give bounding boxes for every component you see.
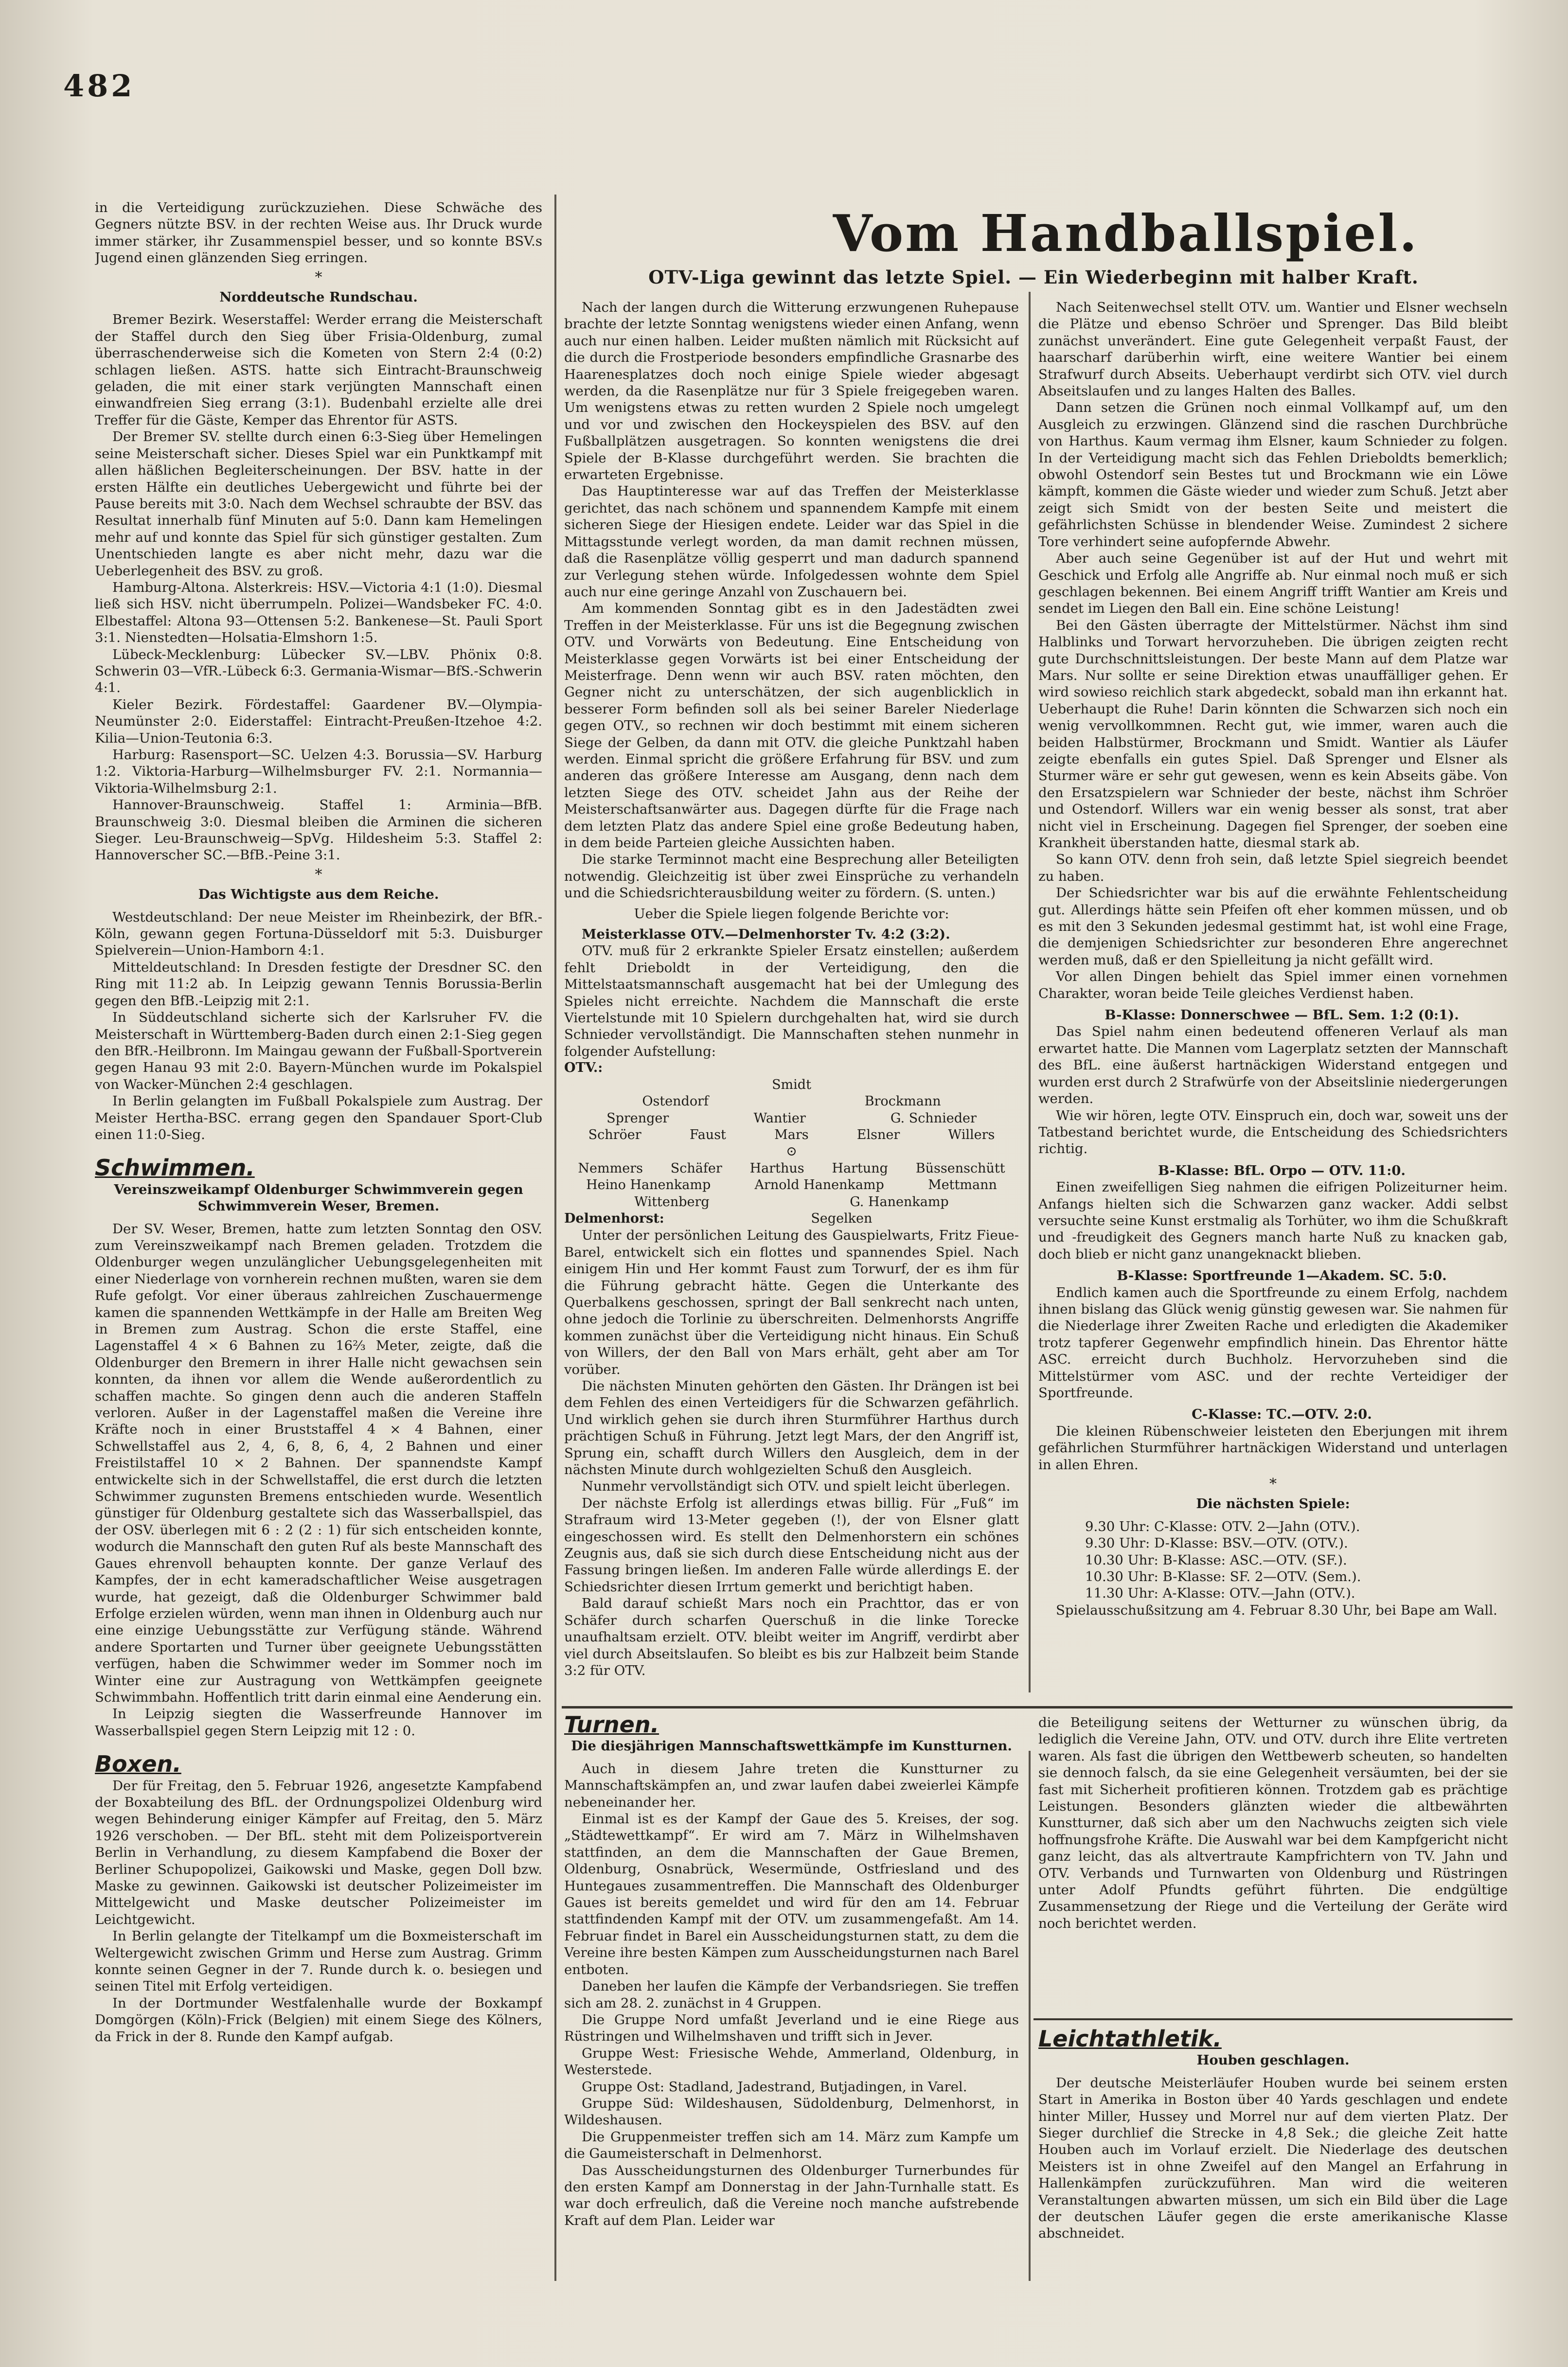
separator-star: * (315, 268, 322, 286)
paragraph: Ueber die Spiele liegen folgende Berichte vor: (634, 906, 949, 922)
paragraph: Nach Seitenwechsel stellt OTV. um. Wantier und Elsner wechseln die Plätze und ebenso Schröer und Sprenger. Das Bild bleibt zunächst unverändert. Eine gute Gelegenheit verpaßt Faust, der haarscharf darüberhin wirft, eine weitere Wantier bei einem Strafwurf durch Abseits. Ueberhaupt verdirbt sich OTV. viel durch Abseitslaufen und zu langes Halten des Balles. (1038, 300, 1508, 399)
schedule-item: 10.30 Uhr: B-Klasse: ASC.—OTV. (SF.). (1085, 1552, 1347, 1568)
paragraph: Das Ausscheidungsturnen des Oldenburger Turnerbundes für den ersten Kampf am Donnerstag in der Jahn-Turnhalle statt. Es war doch erfreulich, daß die Vereine noch manche aufstrebende Kraft auf dem Plan. Leider war (564, 2162, 1019, 2228)
player: G. Schnieder (890, 1110, 977, 1126)
schedule-title: Die nächsten Spiele: (1196, 1496, 1350, 1512)
player: Segelken (811, 1210, 873, 1226)
paragraph: Hamburg-Altona. Alsterkreis: HSV.—Victoria 4:1 (1:0). Diesmal ließ sich HSV. nicht überrumpeln. Polizei—Wandsbeker FC. 4:0. Elbestaffel: Altona 93—Ottensen 5:2. Bankenese—St. Pauli Sport 3:1. Nienstedten—Holsatia-Elmshorn 1:5. (95, 579, 542, 646)
match-title: B-Klasse: Donnerschwee — BfL. Sem. 1:2 (0:1). (1105, 1007, 1459, 1023)
paragraph: In Berlin gelangten im Fußball Pokalspiele zum Austrag. Der Meister Hertha-BSC. errang gegen den Spandauer Sport-Club einen 11:0-Sieg. (95, 1093, 542, 1142)
paragraph: Gruppe Ost: Stadland, Jadestrand, Butjadingen, in Varel. (582, 2079, 967, 2095)
team-label: Delmenhorst: (564, 1210, 664, 1226)
paragraph: Die Gruppenmeister treffen sich am 14. März zum Kampfe um die Gaumeisterschaft in Delmenhorst. (564, 2129, 1019, 2162)
section-subtitle: Houben geschlagen. (1196, 2052, 1350, 2068)
player: Heino Hanenkamp (586, 1177, 711, 1193)
paragraph: Wie wir hören, legte OTV. Einspruch ein, doch war, soweit uns der Tatbestand berichtet wurde, die Entscheidung des Schiedsrichters richtig. (1038, 1107, 1508, 1157)
schedule-item: 9.30 Uhr: C-Klasse: OTV. 2—Jahn (OTV.). (1085, 1518, 1360, 1534)
paragraph: Die starke Terminnot macht eine Besprechung aller Beteiligten notwendig. Gleichzeitig ist über zwei Einsprüche zu verhandeln und die Schiedsrichterausbildung weiter zu fördern. (S. unten.) (564, 852, 1019, 901)
player: G. Hanenkamp (850, 1194, 949, 1210)
section-heading-leichtathletik: Leichtathletik. (1038, 2026, 1222, 2052)
player: Schäfer (670, 1160, 722, 1176)
player: Nemmers (578, 1160, 643, 1176)
player: Ostendorf (642, 1094, 709, 1109)
match-title: Meisterklasse OTV.—Delmenhorster Tv. 4:2 (3:2). (582, 926, 950, 943)
separator-star: * (315, 866, 322, 883)
headline-title: Vom Handballspiel. (833, 203, 1419, 263)
player: Sprenger (606, 1110, 669, 1126)
player: Willers (948, 1127, 995, 1142)
paragraph: Die nächsten Minuten gehörten den Gästen. Ihr Drängen ist bei dem Fehlen des einen Verteidigers für die Schwarzen gefährlich. Und wirklich gehen sie durch ihren Sturmführer Harthus durch prächtigen Schuß in Führung. Jetzt legt Mars, der den Angriff ist, Sprung ein, schafft durch Willers den Ausgleich, dem in der nächsten Minute durch wohlgezielten Schuß den Ausgleich. (564, 1378, 1019, 1478)
paragraph: Endlich kamen auch die Sportfreunde zu einem Erfolg, nachdem ihnen bislang das Glück wenig günstig gewesen war. Sie nahmen für die Niederlage ihrer Zweiten Rache und erledigten die Akademiker trotz tapferer Gegenwehr empfindlich hinein. Das Ehrentor hätte ASC. erreicht durch Buchholz. Hervorzuheben sind die Mittelstürmer vom ASC. und der rechte Verteidiger der Sportfreunde. (1038, 1284, 1508, 1401)
paragraph: Vor allen Dingen behielt das Spiel immer einen vornehmen Charakter, woran beide Teile gleiches Verdienst haben. (1038, 969, 1508, 1001)
player: Wantier (753, 1110, 806, 1126)
paragraph: OTV. muß für 2 erkrankte Spieler Ersatz einstellen; außerdem fehlt Drieboldt in der Verteidigung, den die Mittelstaatsmannschaft ausgemacht hat bei der Umlegung des Spieles nicht erreichte. Nachdem die Mannschaft die erste Viertelstunde mit 10 Spielern durchgehalten hat, wird sie durch Schnieder vervollständigt. Die Mannschaften stehen nunmehr in folgender Aufstellung: (564, 943, 1019, 1059)
paragraph: Bremer Bezirk. Weserstaffel: Werder errang die Meisterschaft der Staffel durch den Sieg über Frisia-Oldenburg, zumal überraschenderweise sich die Kometen von Stern 2:4 (0:2) schlagen ließen. ASTS. hatte sich Eintracht-Braunschweig geladen, die mit einer stark verjüngten Mannschaft einen einwandfreien Sieg errang (3:1). Budenbahl erzielte alle drei Treffer für die Gäste, Kemper das Ehrentor für ASTS. (95, 312, 542, 428)
section-subtitle: Vereinszweikampf Oldenburger Schwimmverein gegen Schwimmverein Weser, Bremen. (114, 1181, 523, 1214)
paragraph: Der SV. Weser, Bremen, hatte zum letzten Sonntag den OSV. zum Vereinszweikampf nach Bremen geladen. Trotzdem die Oldenburger wegen unzulänglicher Uebungsgelegenheiten mit einer Niederlage von vornherein rechnen mußten, waren sie dem Rufe gefolgt. Vor einer überaus zahlreichen Zuschauermenge kamen die spannenden Wettkämpfe in der Halle am Breiten Weg in Bremen zum Austrag. Schon die erste Staffel, eine Lagenstaffel 4 × 6 Bahnen zu 16⅔ Meter, zeigte, daß die Oldenburger den Bremern in ihrer Halle nicht gewachsen sein konnten, da ihnen vor allem die Wende außerordentlich zu schaffen machte. So gingen denn auch die anderen Staffeln verloren. Außer in der Lagenstaffel maßen die Vereine ihre Kräfte noch in einer Bruststaffel 4 × 4 Bahnen, einer Schwellstaffel aus 2, 4, 6, 8, 6, 4, 2 Bahnen und einer Freistilstaffel 10 × 2 Bahnen. Der spannendste Kampf entwickelte sich in der Schwellstaffel, die erst durch die letzten Schwimmer zugunsten Bremens entschieden wurde. Wesentlich günstiger für Oldenburg gestaltete sich das Wasserballspiel, das der OSV. überlegen mit 6 : 2 (2 : 1) für sich entscheiden konnte, wodurch die Mannschaft den guten Ruf als beste Mannschaft des Gaues ehrenvoll behaupten konnte. Der ganze Verlauf des Kampfes, der in echt kameradschaftlicher Weise ausgetragen wurde, hat gezeigt, daß die Oldenburger Schwimmer bald Erfolge erzielen würden, wenn man ihnen in Oldenburg auch nur eine einzige Uebungsstätte zur Verfügung stände. Während andere Sportarten und Turner über geeignete Uebungsstätten verfügen, haben die Schwimmer weder im Sommer noch im Winter eine zur Austragung von Wettkämpfen geeignete Schwimmbahn. Hoffentlich tritt darin einmal eine Aenderung ein. (95, 1221, 542, 1705)
player: Mettmann (928, 1177, 997, 1193)
section-heading-schwimmen: Schwimmen. (95, 1155, 255, 1181)
column-middle (564, 299, 1019, 1700)
paragraph: Aber auch seine Gegenüber ist auf der Hut und wehrt mit Geschick und Erfolg alle Angriffe ab. Nur einmal noch muß er sich geschlagen bekennen. Bei einem Angriff trifft Wantier am Kreis und sendet im Liegen den Ball ein. Eine schöne Leistung! (1038, 551, 1508, 617)
paragraph: Gruppe Süd: Wildeshausen, Südoldenburg, Delmenhorst, in Wildeshausen. (564, 2095, 1019, 2128)
paragraph: Der Bremer SV. stellte durch einen 6:3-Sieg über Hemelingen seine Meisterschaft sicher. Dieses Spiel war ein Punktkampf mit allen häßlichen Begleiterscheinungen. Der BSV. hatte in der ersten Hälfte ein deutliches Uebergewicht und führte bei der Pause bereits mit 3:0. Nach dem Wechsel schraubte der BSV. das Resultat innerhalb fünf Minuten auf 5:0. Dann kam Hemelingen mehr auf und konnte das Spiel für sich günstiger gestalten. Zum Unentschieden langte es aber nicht mehr, dazu war die Ueberlegenheit des BSV. zu groß. (95, 429, 542, 579)
paragraph: Einen zweifelligen Sieg nahmen die eifrigen Polizeiturner heim. Anfangs hielten sich die Schwarzen ganz wacker. Addi selbst versuchte seine Kunst erstmalig als Torhüter, wo ihm die Schußkraft und -freudigkeit des Gegners manch harte Nuß zu knacken gab, doch blieb er nicht ganz unangeknackt blieben. (1038, 1179, 1508, 1262)
paragraph: Der deutsche Meisterläufer Houben wurde bei seinem ersten Start in Amerika in Boston über 40 Yards geschlagen und endete hinter Miller, Hussey und Morrel nur auf dem vierten Platz. Der Sieger durchlief die Strecke in 4,8 Sek.; die gleiche Zeit hatte Houben auch im Vorlauf erzielt. Die Niederlage des deutschen Meisters ist in ohne Zweifel auf den Mangel an Erfahrung in Hallenkämpfen zurückzuführen. Man wird die weiteren Veranstaltungen abwarten müssen, um sich ein Bild über die Lage der deutschen Läufer gegen die erste amerikanische Klasse abschneidet. (1038, 2075, 1508, 2242)
paragraph: Hannover-Braunschweig. Staffel 1: Arminia—BfB. Braunschweig 3:0. Diesmal bleiben die Arminen die sicheren Sieger. Leu-Braunschweig—SpVg. Hildesheim 5:3. Staffel 2: Hannoverscher SC.—BfB.-Peine 3:1. (95, 797, 542, 863)
paragraph: Westdeutschland: Der neue Meister im Rheinbezirk, der BfR.-Köln, gewann gegen Fortuna-Düsseldorf mit 5:3. Duisburger Spielverein—Union-Hamborn 4:1. (95, 909, 542, 959)
paragraph: Nach der langen durch die Witterung erzwungenen Ruhepause brachte der letzte Sonntag wenigstens wieder einen Anfang, wenn auch nur einen halben. Leider mußten nämlich mit Rücksicht auf die durch die Frostperiode besonders empfindliche Grasnarbe des Haarenesplatzes doch noch einige Spiele wieder abgesagt werden, da die Rasenplätze nur für 3 Spiele freigegeben waren. Um wenigstens etwas zu retten wurden 2 Spiele noch umgelegt und vor und zwischen den Hockeyspielen des BSV. auf den Fußballplätzen ausgetragen. So konnten wenigstens die drei Spiele der B-Klasse durchgeführt werden. Sie brachten die erwarteten Ergebnisse. (564, 300, 1019, 483)
paragraph: Dann setzen die Grünen noch einmal Vollkampf auf, um den Ausgleich zu erzwingen. Glänzend sind die raschen Durchbrüche von Harthus. Kaum vermag ihm Elsner, kaum Schnieder zu folgen. In der Verteidigung macht sich das Fehlen Drieboldts bemerklich; obwohl Ostendorf sein Bestes tut und Brockmann wie ein Löwe kämpft, kommen die Gäste wieder und wieder zum Schuß. Jetzt aber zeigt sich Smidt von der besten Seite und meistert die gefährlichsten Schüsse in blendender Weise. Zumindest 2 sichere Tore verhindert seine aufopfernde Abwehr. (1038, 400, 1508, 550)
match-title: B-Klasse: BfL. Orpo — OTV. 11:0. (1158, 1162, 1406, 1178)
headline-subtitle: OTV-Liga gewinnt das letzte Spiel. — Ein Wiederbeginn mit halber Kraft. (648, 267, 1419, 288)
player: Schröer (588, 1127, 641, 1142)
paragraph: Harburg: Rasensport—SC. Uelzen 4:3. Borussia—SV. Harburg 1:2. Viktoria-Harburg—Wilhelmsburger FV. 2:1. Normannia—Viktoria-Wilhelmsburg 2:1. (95, 747, 542, 796)
paragraph: die Beteiligung seitens der Wetturner zu wünschen übrig, da lediglich die Vereine Jahn, OTV. und OTV. durch ihre Elite vertreten waren. Als fast die übrigen den Wettbewerb scheuten, so handelten sie dennoch falsch, da sie eine Gelegenheit versäumten, bei der sie fast mit Sicherheit profitieren können. Trotzdem gab es prächtige Leistungen. Besonders glänzten wieder die altbewährten Kunstturner, daß sich aber um den Nachwuchs zeigten sich viele hoffnungsfrohe Kräfte. Die Auswahl war bei dem Kampfgericht nicht ganz leicht, das als altvertraute Kampfrichtern von TV. Jahn und OTV. Verbands und Turnwarten von Oldenburg und Rüstringen unter Adolf Pfundts geführt führten. Die endgültige Zusammensetzung der Riege und die Verteilung der Geräte wird noch berichtet werden. (1038, 1715, 1508, 1931)
paragraph: Am kommenden Sonntag gibt es in den Jadestädten zwei Treffen in der Meisterklasse. Für uns ist die Begegnung zwischen OTV. und Vorwärts von Bedeutung. Eine Entscheidung von Meisterklasse gegen Vorwärts ist bei einer Entscheidung der Meisterfrage. Denn wenn wir auch BSV. raten möchten, den Gegner nicht zu unterschätzen, der sich augenblicklich in besserer Form befinden soll als bei seiner Bareler Niederlage gegen OTV., so rechnen wir doch bestimmt mit einem sicheren Siege der Gelben, da dann mit OTV. die gleiche Punktzahl haben werden. Einmal spricht die größere Erfahrung für BSV. und zum anderen das größere Interesse am Ausgang, denn nach dem letzten Siege des OTV. scheidet Jahn aus der Reihe der Meisterschaftsanwärter aus. Dagegen dürfte für die Frage nach dem letzten Platz das andere Spiel eine große Bedeutung haben, in dem beide Parteien gleiche Aussichten haben. (564, 601, 1019, 851)
paragraph: Der nächste Erfolg ist allerdings etwas billig. Für „Fuß“ im Strafraum wird 13-Meter gegeben (!), der von Elsner glatt eingeschossen wird. Es stellt den Delmenhorstern ein schönes Zeugnis aus, daß sie sich durch diese Entscheidung nicht aus der Fassung bringen ließen. Im anderen Falle würde allerdings E. der Schiedsrichter diesen Irrtum gemerkt und berichtigt haben. (564, 1495, 1019, 1595)
paragraph: Mitteldeutschland: In Dresden festigte der Dresdner SC. den Ring mit 11:2 ab. In Leipzig gewann Tennis Borussia-Berlin gegen den BfB.-Leipzig mit 2:1. (95, 959, 542, 1009)
paragraph: In Berlin gelangte der Titelkampf um die Boxmeisterschaft im Weltergewicht zwischen Grimm und Herse zum Austrag. Grimm konnte seinen Gegner in der 7. Runde durch k. o. besiegen und seinen Titel mit Erfolg verteidigen. (95, 1928, 542, 1994)
section-rule (1033, 2018, 1513, 2020)
column-rule (1029, 1751, 1031, 2281)
paragraph: Auch in diesem Jahre treten die Kunstturner zu Mannschaftskämpfen an, und zwar laufen dabei zweierlei Kämpfe nebeneinander her. (564, 1761, 1019, 1810)
paragraph: Nunmehr vervollständigt sich OTV. und spielt leicht überlegen. (582, 1478, 1011, 1495)
player: Büssenschütt (915, 1160, 1005, 1176)
paragraph: Kieler Bezirk. Fördestaffel: Gaardener BV.—Olympia-Neumünster 2:0. Eiderstaffel: Eintracht-Preußen-Itzehoe 4:2. Kilia—Union-Teutonia 6:3. (95, 696, 542, 746)
schedule-item: 9.30 Uhr: D-Klasse: BSV.—OTV. (OTV.). (1085, 1535, 1348, 1551)
page-number: 482 (63, 68, 135, 104)
paragraph: Daneben her laufen die Kämpfe der Verbandsriegen. Sie treffen sich am 28. 2. zunächst in 4 Gruppen. (564, 1978, 1019, 2011)
paragraph: Bald darauf schießt Mars noch ein Prachttor, das er von Schäfer durch scharfen Querschuß in die linke Torecke unaufhaltsam erzielt. OTV. bleibt weiter im Angriff, verdirbt aber viel durch Abseitslaufen. So bleibt es bis zur Halbzeit beim Stande 3:2 für OTV. (564, 1596, 1019, 1678)
player: Faust (689, 1127, 726, 1142)
section-subtitle: Norddeutsche Rundschau. (219, 289, 418, 305)
match-title: B-Klasse: Sportfreunde 1—Akadem. SC. 5:0. (1117, 1268, 1447, 1284)
paragraph: Das Hauptinteresse war auf das Treffen der Meisterklasse gerichtet, das nach schönem und spannendem Kampfe mit einem sicheren Siege der Hiesigen endete. Leider war das Spiel in die Mittagsstunde verlegt worden, da man damit rechnen müssen, daß die Rasenplätze völlig gesperrt und man dadurch spannend zur Verlegung stehen würde. Infolgedessen wohnte dem Spiel auch nur eine geringe Anzahl von Zuschauern bei. (564, 483, 1019, 600)
turnen-continued (1038, 1714, 1508, 2013)
column-rule (1029, 292, 1031, 1692)
paragraph: In Süddeutschland sicherte sich der Karlsruher FV. die Meisterschaft in Württemberg-Baden durch einen 2:1-Sieg gegen den BfR.-Heilbronn. Im Maingau gewann der Fußball-Sportverein gegen Hanau 93 mit 2:0. Bayern-München wurde im Pokalspiel von Wacker-München 2:4 geschlagen. (95, 1010, 542, 1092)
section-rule (562, 1706, 1513, 1709)
team-lineup (564, 1060, 1019, 1227)
section-heading-turnen: Turnen. (564, 1714, 659, 1738)
paragraph: Lübeck-Mecklenburg: Lübecker SV.—LBV. Phönix 0:8. Schwerin 03—VfR.-Lübeck 6:3. Germania-Wismar—BfS.-Schwerin 4:1. (95, 646, 542, 696)
paragraph: Bei den Gästen überragte der Mittelstürmer. Nächst ihm sind Halblinks und Torwart hervorzuheben. Die übrigen zeigten recht gute Durchschnittsleistungen. Der beste Mann auf dem Platze war Mars. Nur sollte er seine Direktion etwas unauffälliger gehen. Er wird sowieso reichlich stark abgedeckt, sobald man ihn erkannt hat. Ueberhaupt die Ruhe! Darin könnten die Schwarzen sich noch ein wenig vervollkommnen. Recht gut, wie immer, waren auch die beiden Halbstürmer, Brockmann und Smidt. Wantier als Läufer zeigte ebenfalls ein gutes Spiel. Daß Sprenger und Elsner als Sturmer wäre er sehr gut gewesen, wenn es kein Abseits gäbe. Von den Ersatzspielern war Schnieder der beste, nächst ihm Schröer und Ostendorf. Willers war ein wenig besser als sonst, trat aber nicht viel in Erscheinung. Dagegen fiel Sprenger, der soeben eine Krankheit überstanden hatte, diesmal stark ab. (1038, 617, 1508, 851)
leichtathletik-section (1038, 2026, 1508, 2283)
ball-icon: ⊙ (786, 1144, 797, 1159)
schedule-item: 11.30 Uhr: A-Klasse: OTV.—Jahn (OTV.). (1085, 1585, 1355, 1602)
paragraph: Gruppe West: Friesische Wehde, Ammerland, Oldenburg, in Westerstede. (564, 2045, 1019, 2078)
paragraph: In der Dortmunder Westfalenhalle wurde der Boxkampf Domgörgen (Köln)-Frick (Belgien) mit einem Siege des Kölners, da Frick in der 8. Runde den Kampf aufgab. (95, 1995, 542, 2045)
section-subtitle: Die diesjährigen Mannschaftswettkämpfe im Kunstturnen. (571, 1738, 1012, 1754)
paragraph: Einmal ist es der Kampf der Gaue des 5. Kreises, der sog. „Städtewettkampf“. Er wird am 7. März in Wilhelmshaven stattfinden, an dem die Mannschaften der Gaue Bremen, Oldenburg, Osnabrück, Wesermünde, Ostfriesland und des Huntegaues zusammentreffen. Die Mannschaft des Oldenburger Gaues ist bereits gemeldet und wird für den am 14. Februar stattfindenden Kampf mit der OTV. um zusammengefaßt. Am 14. Februar findet in Barel ein Ausscheidungsturnen statt, zu dem die Vereine ihre besten Kämpen zum Ausscheidungsturnen nach Barel entboten. (564, 1811, 1019, 1977)
paragraph: Der für Freitag, den 5. Februar 1926, angesetzte Kampfabend der Boxabteilung des BfL. der Ordnungspolizei Oldenburg wird wegen Behinderung einiger Kämpfer auf Freitag, den 5. März 1926 verschoben. — Der BfL. steht mit dem Polizeisportverein Berlin in Verhandlung, zu diesem Kampfabend die Boxer der Berliner Schupopolizei, Gaikowski und Maske, gegen Doll bzw. Maske zu gewinnen. Gaikowski ist deutscher Polizeimeister im Mittelgewicht und Maske deutscher Polizeimeister im Leichtgewicht. (95, 1778, 542, 1927)
player: Smidt (772, 1077, 811, 1092)
player: Brockmann (864, 1094, 941, 1109)
paragraph: Der Schiedsrichter war bis auf die erwähnte Fehlentscheidung gut. Allerdings hätte sein Pfeifen oft eher kommen müssen, und ob es mit den 3 Sekunden jedesmal gestimmt hat, ist wohl eine Frage, die demjenigen Schiedsrichter zur besonderen Ehre angerechnet werden muß, daß er den Spielleitung ja nicht gefällt wird. (1038, 885, 1508, 968)
schedule-item: 10.30 Uhr: B-Klasse: SF. 2—OTV. (Sem.). (1085, 1569, 1361, 1585)
player: Wittenberg (634, 1194, 710, 1210)
player: Elsner (856, 1127, 900, 1142)
turnen-section (564, 1714, 1019, 2283)
paragraph: Spielausschußsitzung am 4. Februar 8.30 Uhr, bei Bape am Wall. (1056, 1602, 1497, 1618)
match-title: C-Klasse: TC.—OTV. 2:0. (1192, 1406, 1372, 1423)
separator-star: * (1269, 1476, 1277, 1493)
paragraph: Die Gruppe Nord umfaßt Jeverland und ie eine Riege aus Rüstringen und Wilhelmshaven und trifft sich in Jever. (564, 2011, 1019, 2045)
team-label: OTV.: (564, 1060, 603, 1076)
section-heading-boxen: Boxen. (95, 1751, 181, 1778)
paragraph: In Leipzig siegten die Wasserfreunde Hannover im Wasserballspiel gegen Stern Leipzig mit 12 : 0. (95, 1706, 542, 1739)
paragraph: Das Spiel nahm einen bedeutend offeneren Verlauf als man erwartet hatte. Die Mannen vom Lagerplatz setzten der Mannschaft des BfL. eine äußerst hartnäckigen Widerstand entgegen und wurden erst durch 2 Strafwürfe von der Abseitslinie niedergerungen werden. (1038, 1024, 1508, 1107)
player: Harthus (749, 1160, 804, 1176)
paragraph: Die kleinen Rübenschweier leisteten den Eberjungen mit ihrem gefährlichen Sturmführer hartnäckigen Widerstand und unterlagen in allen Ehren. (1038, 1423, 1508, 1473)
column-rule (554, 195, 556, 2281)
player: Arnold Hanenkamp (754, 1177, 884, 1193)
section-subtitle: Das Wichtigste aus dem Reiche. (198, 887, 439, 903)
player: Mars (774, 1127, 809, 1142)
paragraph: So kann OTV. denn froh sein, daß letzte Spiel siegreich beendet zu haben. (1038, 852, 1508, 884)
column-left (95, 199, 542, 2281)
column-right (1038, 299, 1508, 1700)
intro-paragraph: in die Verteidigung zurückzuziehen. Diese Schwäche des Gegners nützte BSV. in der rechten Weise aus. Ihr Druck wurde immer stärker, ihr Zusammenspiel besser, und so konnte BSV.s Jugend einen glänzenden Sieg erringen. (95, 200, 542, 266)
paragraph: Unter der persönlichen Leitung des Gauspielwarts, Fritz Fieue-Barel, entwickelt sich ein flottes und spannendes Spiel. Nach einigem Hin und Her kommt Faust zum Torwurf, der es ihm für die Führung gebracht hätte. Gegen die Unterkante des Querbalkens geschossen, springt der Ball senkrecht nach unten, ohne jedoch die Torlinie zu überschreiten. Delmenhorsts Angriffe kommen zunächst über die Verteidigung nicht hinaus. Ein Schuß von Willers, der den Ball von Mars erhält, geht aber am Tor vorüber. (564, 1228, 1019, 1377)
player: Hartung (832, 1160, 888, 1176)
